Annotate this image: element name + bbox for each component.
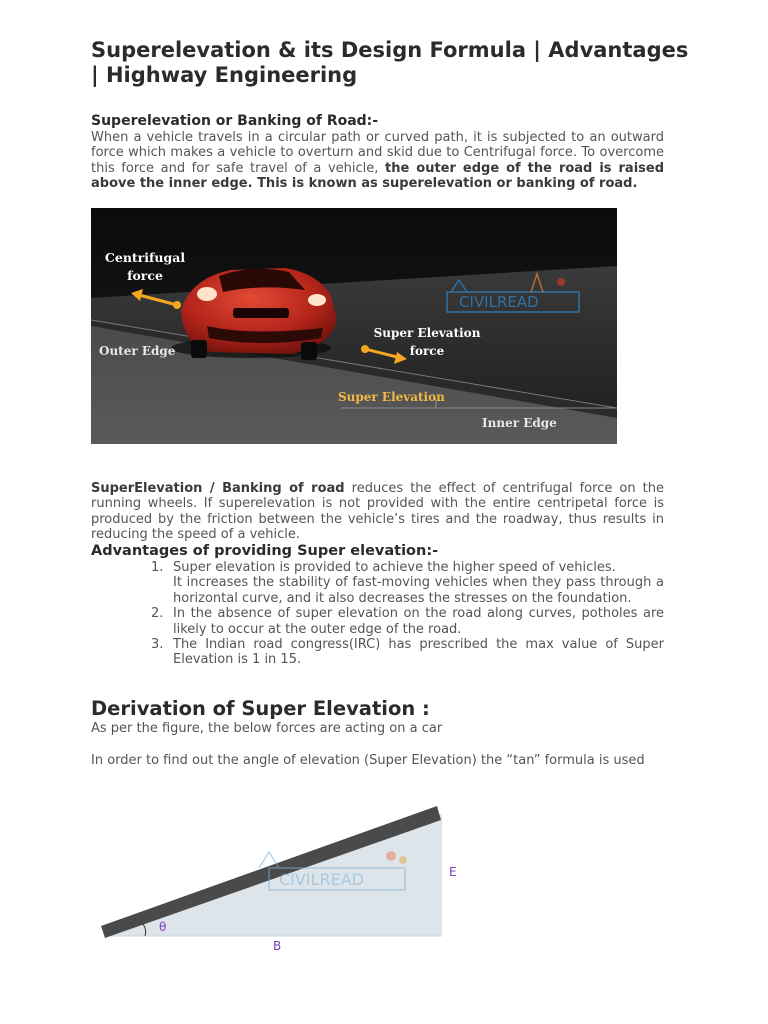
watermark-text: CIVILREAD [279,870,364,889]
list-number: 1. [151,560,164,575]
derivation-heading: Derivation of Super Elevation : [91,697,430,720]
list-item-text: The Indian road congress(IRC) has prescribed the max value of Super Elevation is 1 in 15. [173,637,664,668]
section-heading-superelevation: Superelevation or Banking of Road:- [91,113,379,129]
incline-diagram [91,800,471,960]
watermark-text: CIVILREAD [459,293,539,311]
centrifugal-label-line1: Centrifugal [104,250,186,265]
banking-paragraph [91,481,664,543]
centrifugal-label-line2: force [127,268,163,283]
page-title: Superelevation & its Design Formula | Advantages | Highway Engineering [91,38,689,87]
list-item-text: Super elevation is provided to achieve the higher speed of vehicles. [173,560,616,575]
advantages-heading: Advantages of providing Super elevation:- [91,543,439,559]
banking-bold-text: SuperElevation / Banking of road [91,481,345,496]
super-elevation-force-label-line1: Super Elevation [373,326,481,340]
derivation-line2: In order to find out the angle of elevation (Super Elevation) the “tan” formula is used [91,753,645,768]
superelevation-photo [91,208,617,444]
theta-label: θ [159,920,167,934]
intro-text: When a vehicle travels in a circular path or curved path, it is subjected to an outward force which makes a vehicle to overturn and skid due to Centrifugal force. To overcome this force and for safe travel of a vehicle, [91,130,664,176]
list-number: 2. [151,606,164,622]
inner-edge-label: Inner Edge [482,416,557,430]
derivation-line1: As per the figure, the below forces are acting on a car [91,721,443,736]
outer-edge-label: Outer Edge [99,344,176,358]
banking-text: reduces the effect of centrifugal force on the running wheels. If superelevation is not provided with the entire centripetal force is produced by the friction between the vehicle’s tires and the roadway, thus results in reducing the speed of a vehicle. [91,481,665,543]
list-item-extra: It increases the stability of fast-moving vehicles when they pass through a horizontal curve, and it also decreases the stresses on the foundation. [173,575,664,606]
list-item [91,560,664,606]
list-item [91,606,664,637]
e-label: E [449,865,457,879]
list-item-text: In the absence of super elevation on the road along curves, potholes are likely to occur at the outer edge of the road. [173,606,664,637]
list-item [91,637,664,668]
intro-bold-text: the outer edge of the road is raised above the inner edge. This is known as superelevation or banking of road. [91,160,665,192]
b-label: B [273,939,282,953]
list-number: 3. [151,637,164,653]
intro-paragraph [91,130,664,192]
super-elevation-label: Super Elevation [338,390,445,404]
super-elevation-force-label-line2: force [409,344,445,358]
advantages-list [91,560,664,668]
